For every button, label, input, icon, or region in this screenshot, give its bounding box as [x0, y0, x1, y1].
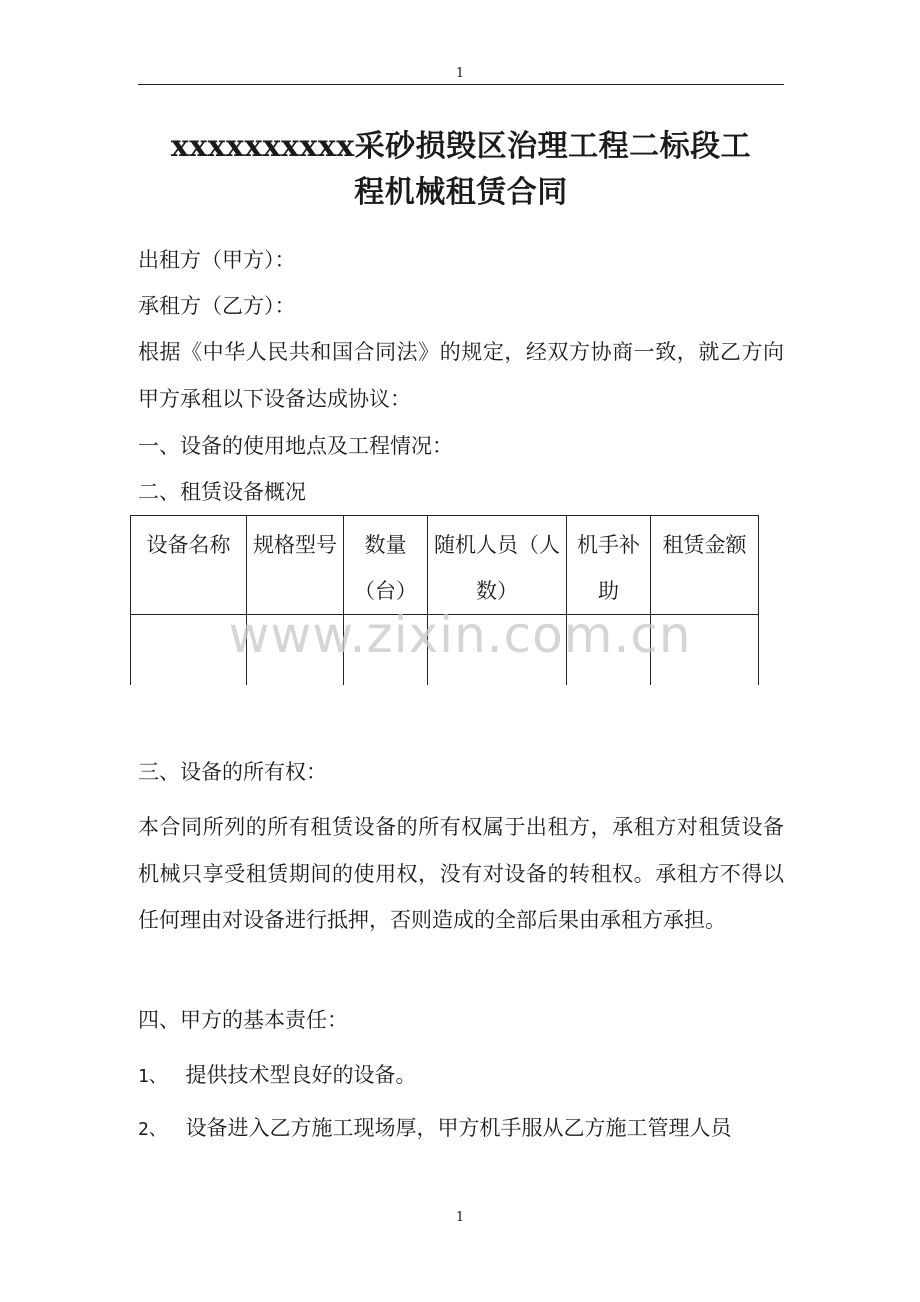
- watermark: www.zixin.com.cn: [228, 606, 692, 664]
- list-item: [138, 1059, 788, 1089]
- item-1-text: 提供技术型良好的设备。: [185, 1063, 417, 1087]
- item-1-number: 1、: [138, 1066, 167, 1087]
- header-page-number: 1: [455, 66, 465, 81]
- section-3-heading: 三、设备的所有权：: [138, 760, 327, 784]
- footer-page-number: 1: [455, 1210, 465, 1225]
- section-1-heading: 一、设备的使用地点及工程情况：: [138, 434, 453, 458]
- table-header-cell: 租赁金额: [651, 516, 759, 615]
- table-header-row: [131, 516, 759, 615]
- item-2-text: 设备进入乙方施工现场厚，甲方机手服从乙方施工管理人员: [185, 1116, 732, 1140]
- section-4-heading: 四、甲方的基本责任：: [138, 1008, 348, 1032]
- ownership-paragraph: 本合同所列的所有租赁设备的所有权属于出租方，承租方对租赁设备机械只享受租赁期间的使用权，没有对设备的转租权。承租方不得以任何理由对设备进行抵押，否则造成的全部后果由承租方承担。: [138, 815, 784, 932]
- table-header-cell: 数量（台）: [344, 516, 428, 615]
- header-rule: [138, 84, 784, 85]
- section-2-heading: 二、租赁设备概况: [138, 480, 306, 504]
- table-header-cell: 随机人员（人数）: [428, 516, 567, 615]
- item-2-number: 2、: [138, 1119, 167, 1140]
- lessor-line: 出租方（甲方）：: [138, 248, 296, 272]
- title-line-1: xxxxxxxxxx采砂损毁区治理工程二标段工: [170, 129, 752, 164]
- intro-paragraph: 根据《中华人民共和国合同法》的规定，经双方协商一致，就乙方向甲方承租以下设备达成协议：: [138, 340, 784, 411]
- lessee-line: 承租方（乙方）：: [138, 294, 296, 318]
- list-item: [138, 1112, 788, 1142]
- table-header-cell: 设备名称: [131, 516, 247, 615]
- table-header-cell: 机手补助: [567, 516, 651, 615]
- table-header-cell: 规格型号: [247, 516, 344, 615]
- title-line-2: 程机械租赁合同: [354, 175, 568, 210]
- document-title: [138, 124, 784, 216]
